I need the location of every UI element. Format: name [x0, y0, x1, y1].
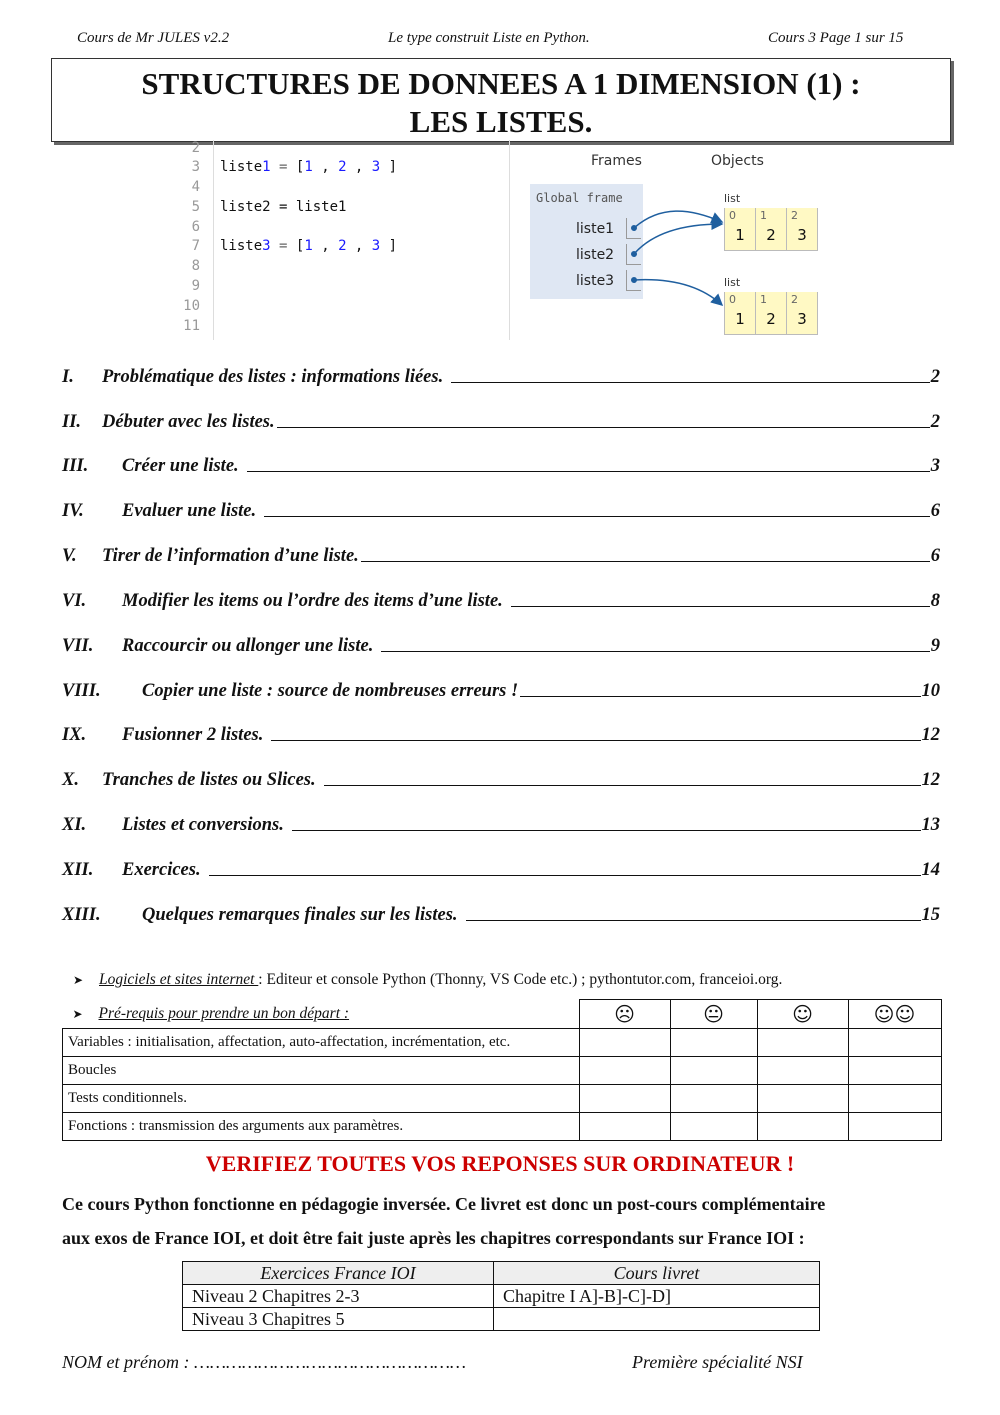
toc-label: Raccourcir ou allonger une liste. — [122, 636, 374, 656]
toc-leader — [361, 560, 930, 562]
toc-label: Quelques remarques finales sur les listes. — [142, 905, 458, 925]
toc-number: XIII. — [62, 905, 101, 925]
list-cell — [787, 208, 818, 251]
toc-label: Modifier les items ou l’ordre des items d’une liste. — [122, 591, 503, 611]
toc-label: Copier une liste : source de nombreuses erreurs ! — [142, 681, 519, 701]
toc-leader — [247, 470, 930, 472]
toc-page: 8 — [930, 591, 940, 611]
toc-number: V. — [62, 546, 77, 566]
list-index: 1 — [760, 293, 767, 306]
table-cell: Niveau 3 Chapitres 5 — [183, 1308, 494, 1331]
line-number: 5 — [191, 199, 200, 215]
list-object-1 — [724, 208, 818, 251]
list-object-2 — [724, 292, 818, 335]
rating-cell[interactable] — [757, 1028, 848, 1056]
list-cell — [756, 292, 787, 335]
toc-page: 6 — [930, 546, 940, 566]
table-row — [183, 1285, 820, 1308]
software-line — [73, 971, 782, 989]
software-label: Logiciels et sites internet — [99, 971, 259, 988]
pointer-slot — [626, 244, 641, 265]
rating-cell[interactable] — [670, 1056, 757, 1084]
global-frame-label: Global frame — [536, 191, 623, 205]
toc-entry[interactable] — [62, 407, 940, 433]
rating-cell[interactable] — [848, 1028, 941, 1056]
toc-label: Tranches de listes ou Slices. — [102, 770, 316, 790]
toc-leader — [271, 739, 920, 741]
prereq-label: Pré-requis pour prendre un bon départ : — [98, 1004, 350, 1022]
prerequisites-table — [62, 999, 942, 1141]
line-number: 4 — [191, 179, 200, 195]
prereq-heading-cell — [63, 1000, 580, 1029]
rating-cell[interactable] — [579, 1112, 670, 1140]
toc-label: Exercices. — [122, 860, 201, 880]
list-value: 1 — [735, 310, 745, 328]
line-number: 7 — [191, 238, 200, 254]
toc-leader — [381, 650, 929, 652]
rating-cell[interactable] — [579, 1084, 670, 1112]
toc-page: 9 — [930, 636, 940, 656]
toc-label: Débuter avec les listes. — [102, 412, 275, 432]
verification-warning: VERIFIEZ TOUTES VOS REPONSES SUR ORDINATEUR ! — [205, 1151, 795, 1176]
neutral-face-icon: 😐 — [670, 1000, 757, 1029]
toc-page: 6 — [930, 501, 940, 521]
code-gutter-divider — [213, 140, 214, 340]
double-smile-face-icon: ☺☺ — [848, 1000, 941, 1029]
list-index: 0 — [729, 293, 736, 306]
toc-number: IV. — [62, 501, 84, 521]
sad-face-icon: ☹ — [579, 1000, 670, 1029]
toc-entry[interactable] — [62, 541, 940, 567]
toc-leader — [511, 605, 930, 607]
list-value: 2 — [766, 226, 776, 244]
rating-cell[interactable] — [848, 1084, 941, 1112]
toc-page: 2 — [930, 367, 940, 387]
list-cell — [756, 208, 787, 251]
toc-page: 15 — [921, 905, 940, 925]
intro-line-1: Ce cours Python fonctionne en pédagogie inversée. Ce livret est donc un post-cours complémentaire — [62, 1194, 826, 1214]
bullet-arrow-icon: ➤ — [72, 1006, 83, 1021]
toc-entry[interactable] — [62, 765, 940, 791]
arrow-liste1 — [634, 211, 722, 228]
list-cell — [724, 208, 756, 251]
table-row — [63, 1084, 942, 1112]
title-line-1: STRUCTURES DE DONNEES A 1 DIMENSION (1) : — [141, 66, 861, 101]
prereq-topic: Tests conditionnels. — [63, 1084, 580, 1112]
pointer-slot — [626, 218, 641, 239]
list-index: 2 — [791, 209, 798, 222]
line-number: 2 — [191, 140, 200, 156]
toc-number: VI. — [62, 591, 87, 611]
list-type-label: list — [724, 276, 741, 289]
variable-liste1: liste1 — [576, 221, 615, 237]
rating-cell[interactable] — [757, 1084, 848, 1112]
toc-label: Tirer de l’information d’une liste. — [102, 546, 359, 566]
toc-label: Listes et conversions. — [122, 815, 284, 835]
arrow-liste3 — [634, 280, 722, 305]
line-number: 10 — [183, 298, 200, 314]
arrow-liste2 — [634, 224, 722, 254]
column-header: Exercices France IOI — [183, 1262, 494, 1285]
code-editor-panel — [176, 140, 509, 340]
table-cell — [494, 1308, 820, 1331]
toc-label: Evaluer une liste. — [122, 501, 257, 521]
toc-leader — [451, 381, 930, 383]
toc-leader — [324, 784, 921, 786]
variable-liste3: liste3 — [576, 273, 615, 289]
toc-label: Fusionner 2 listes. — [122, 725, 264, 745]
toc-number: III. — [62, 456, 89, 476]
table-row — [183, 1308, 820, 1331]
table-cell: Niveau 2 Chapitres 2-3 — [183, 1285, 494, 1308]
name-field-label[interactable]: NOM et prénom : …………………………………………… — [62, 1352, 467, 1372]
header-course: Cours de Mr JULES v2.2 — [77, 30, 230, 46]
toc-leader — [209, 874, 921, 876]
toc-entry[interactable] — [62, 676, 940, 702]
toc-leader — [292, 829, 921, 831]
toc-number: II. — [62, 412, 82, 432]
toc-entry[interactable] — [62, 586, 940, 612]
table-header-row — [183, 1262, 820, 1285]
toc-page: 10 — [921, 681, 940, 701]
line-number: 9 — [191, 278, 200, 294]
table-row — [63, 1112, 942, 1140]
toc-page: 2 — [930, 412, 940, 432]
header-page: Cours 3 Page 1 sur 15 — [768, 30, 904, 46]
toc-number: X. — [62, 770, 79, 790]
list-index: 1 — [760, 209, 767, 222]
toc-leader — [264, 515, 930, 517]
toc-number: VII. — [62, 636, 94, 656]
toc-label: Créer une liste. — [122, 456, 239, 476]
toc-page: 3 — [930, 456, 940, 476]
code-text: liste1 = [1 , 2 , 3 ] — [220, 159, 398, 175]
toc-number: IX. — [62, 725, 87, 745]
code-text: liste2 = liste1 — [220, 199, 347, 215]
objects-heading: Objects — [711, 153, 764, 169]
exercises-table — [182, 1261, 820, 1331]
toc-number: XII. — [62, 860, 94, 880]
toc-number: I. — [62, 367, 74, 387]
toc-entry[interactable] — [62, 496, 940, 522]
prereq-topic: Boucles — [63, 1056, 580, 1084]
toc-number: XI. — [62, 815, 87, 835]
code-text: liste3 = [1 , 2 , 3 ] — [220, 238, 398, 254]
line-number: 11 — [183, 318, 200, 334]
bullet-arrow-icon: ➤ — [73, 973, 84, 987]
rating-cell[interactable] — [670, 1028, 757, 1056]
rating-cell[interactable] — [670, 1084, 757, 1112]
toc-entry[interactable] — [62, 900, 940, 926]
line-number: 3 — [191, 159, 200, 175]
list-value: 2 — [766, 310, 776, 328]
list-cell — [787, 292, 818, 335]
rating-cell[interactable] — [757, 1112, 848, 1140]
table-row — [63, 1000, 942, 1029]
list-value: 1 — [735, 226, 745, 244]
rating-cell[interactable] — [848, 1112, 941, 1140]
variable-liste2: liste2 — [576, 247, 615, 263]
global-frame — [530, 184, 643, 299]
rating-cell[interactable] — [757, 1056, 848, 1084]
list-type-label: list — [724, 192, 741, 205]
toc-entry[interactable] — [62, 631, 940, 657]
pointer-slot — [626, 270, 641, 291]
title-box — [51, 58, 951, 142]
list-value: 3 — [797, 310, 807, 328]
panel-divider — [509, 140, 510, 340]
list-index: 0 — [729, 209, 736, 222]
toc-number: VIII. — [62, 681, 101, 701]
table-row — [63, 1056, 942, 1084]
list-value: 3 — [797, 226, 807, 244]
prereq-topic: Fonctions : transmission des arguments aux paramètres. — [63, 1112, 580, 1140]
toc-page: 13 — [921, 815, 940, 835]
title-line-2: LES LISTES. — [409, 104, 593, 139]
toc-entry[interactable] — [62, 451, 940, 477]
header-topic: Le type construit Liste en Python. — [388, 30, 590, 46]
table-row — [63, 1028, 942, 1056]
toc-entry[interactable] — [62, 855, 940, 881]
toc-page: 14 — [921, 860, 940, 880]
toc-leader — [466, 919, 921, 921]
toc-leader — [520, 695, 920, 697]
toc-page: 12 — [921, 725, 940, 745]
toc-label: Problématique des listes : informations liées. — [102, 367, 444, 387]
line-number: 8 — [191, 258, 200, 274]
toc-entry[interactable] — [62, 362, 940, 388]
toc-entry[interactable] — [62, 810, 940, 836]
column-header: Cours livret — [494, 1262, 820, 1285]
line-number: 6 — [191, 219, 200, 235]
rating-cell[interactable] — [579, 1028, 670, 1056]
list-cell — [724, 292, 756, 335]
intro-line-2: aux exos de France IOI, et doit être fait juste après les chapitres correspondants sur France IOI : — [62, 1228, 805, 1248]
toc-entry[interactable] — [62, 720, 940, 746]
table-cell: Chapitre I A]-B]-C]-D] — [494, 1285, 820, 1308]
toc-leader — [277, 426, 930, 428]
list-index: 2 — [791, 293, 798, 306]
rating-cell[interactable] — [579, 1056, 670, 1084]
frames-heading: Frames — [591, 153, 642, 169]
rating-cell[interactable] — [848, 1056, 941, 1084]
rating-cell[interactable] — [670, 1112, 757, 1140]
toc-page: 12 — [921, 770, 940, 790]
smile-face-icon: ☺ — [757, 1000, 848, 1029]
class-label: Première spécialité NSI — [632, 1352, 803, 1372]
prereq-topic: Variables : initialisation, affectation, auto-affectation, incrémentation, etc. — [63, 1028, 580, 1056]
software-text: : Editeur et console Python (Thonny, VS Code etc.) ; pythontutor.com, franceioi.org. — [258, 971, 783, 988]
